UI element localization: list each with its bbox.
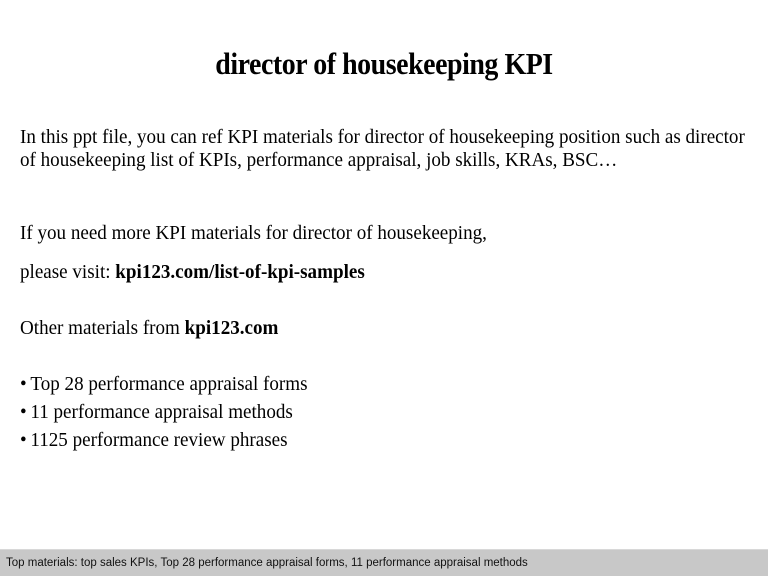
- list-item: [20, 373, 308, 396]
- visit-line: [20, 261, 365, 284]
- bullet-icon: •: [20, 429, 27, 451]
- other-materials-line: [20, 317, 278, 340]
- footer-text: Top materials: top sales KPIs, Top 28 performance appraisal forms, 11 performance appraisal methods: [6, 557, 528, 569]
- visit-label: please visit:: [20, 261, 116, 283]
- list-item-text: 1125 performance review phrases: [30, 429, 288, 451]
- slide-title: director of housekeeping KPI: [215, 46, 553, 81]
- need-more-text: If you need more KPI materials for director of housekeeping,: [20, 222, 487, 244]
- other-label: Other materials from: [20, 317, 185, 339]
- footer-bar: [0, 549, 768, 576]
- list-item: [20, 401, 293, 424]
- visit-link[interactable]: kpi123.com/list-of-kpi-samples: [115, 261, 365, 283]
- list-item: [20, 429, 288, 452]
- bullet-icon: •: [20, 401, 27, 423]
- other-link[interactable]: kpi123.com: [184, 317, 279, 339]
- intro-paragraph: In this ppt file, you can ref KPI materials for director of housekeeping position such as director of housekeeping list of KPIs, performance appraisal, job skills, KRAs, BSC…: [20, 126, 745, 171]
- list-item-text: 11 performance appraisal methods: [30, 401, 293, 423]
- list-item-text: Top 28 performance appraisal forms: [30, 373, 308, 395]
- bullet-icon: •: [20, 373, 27, 395]
